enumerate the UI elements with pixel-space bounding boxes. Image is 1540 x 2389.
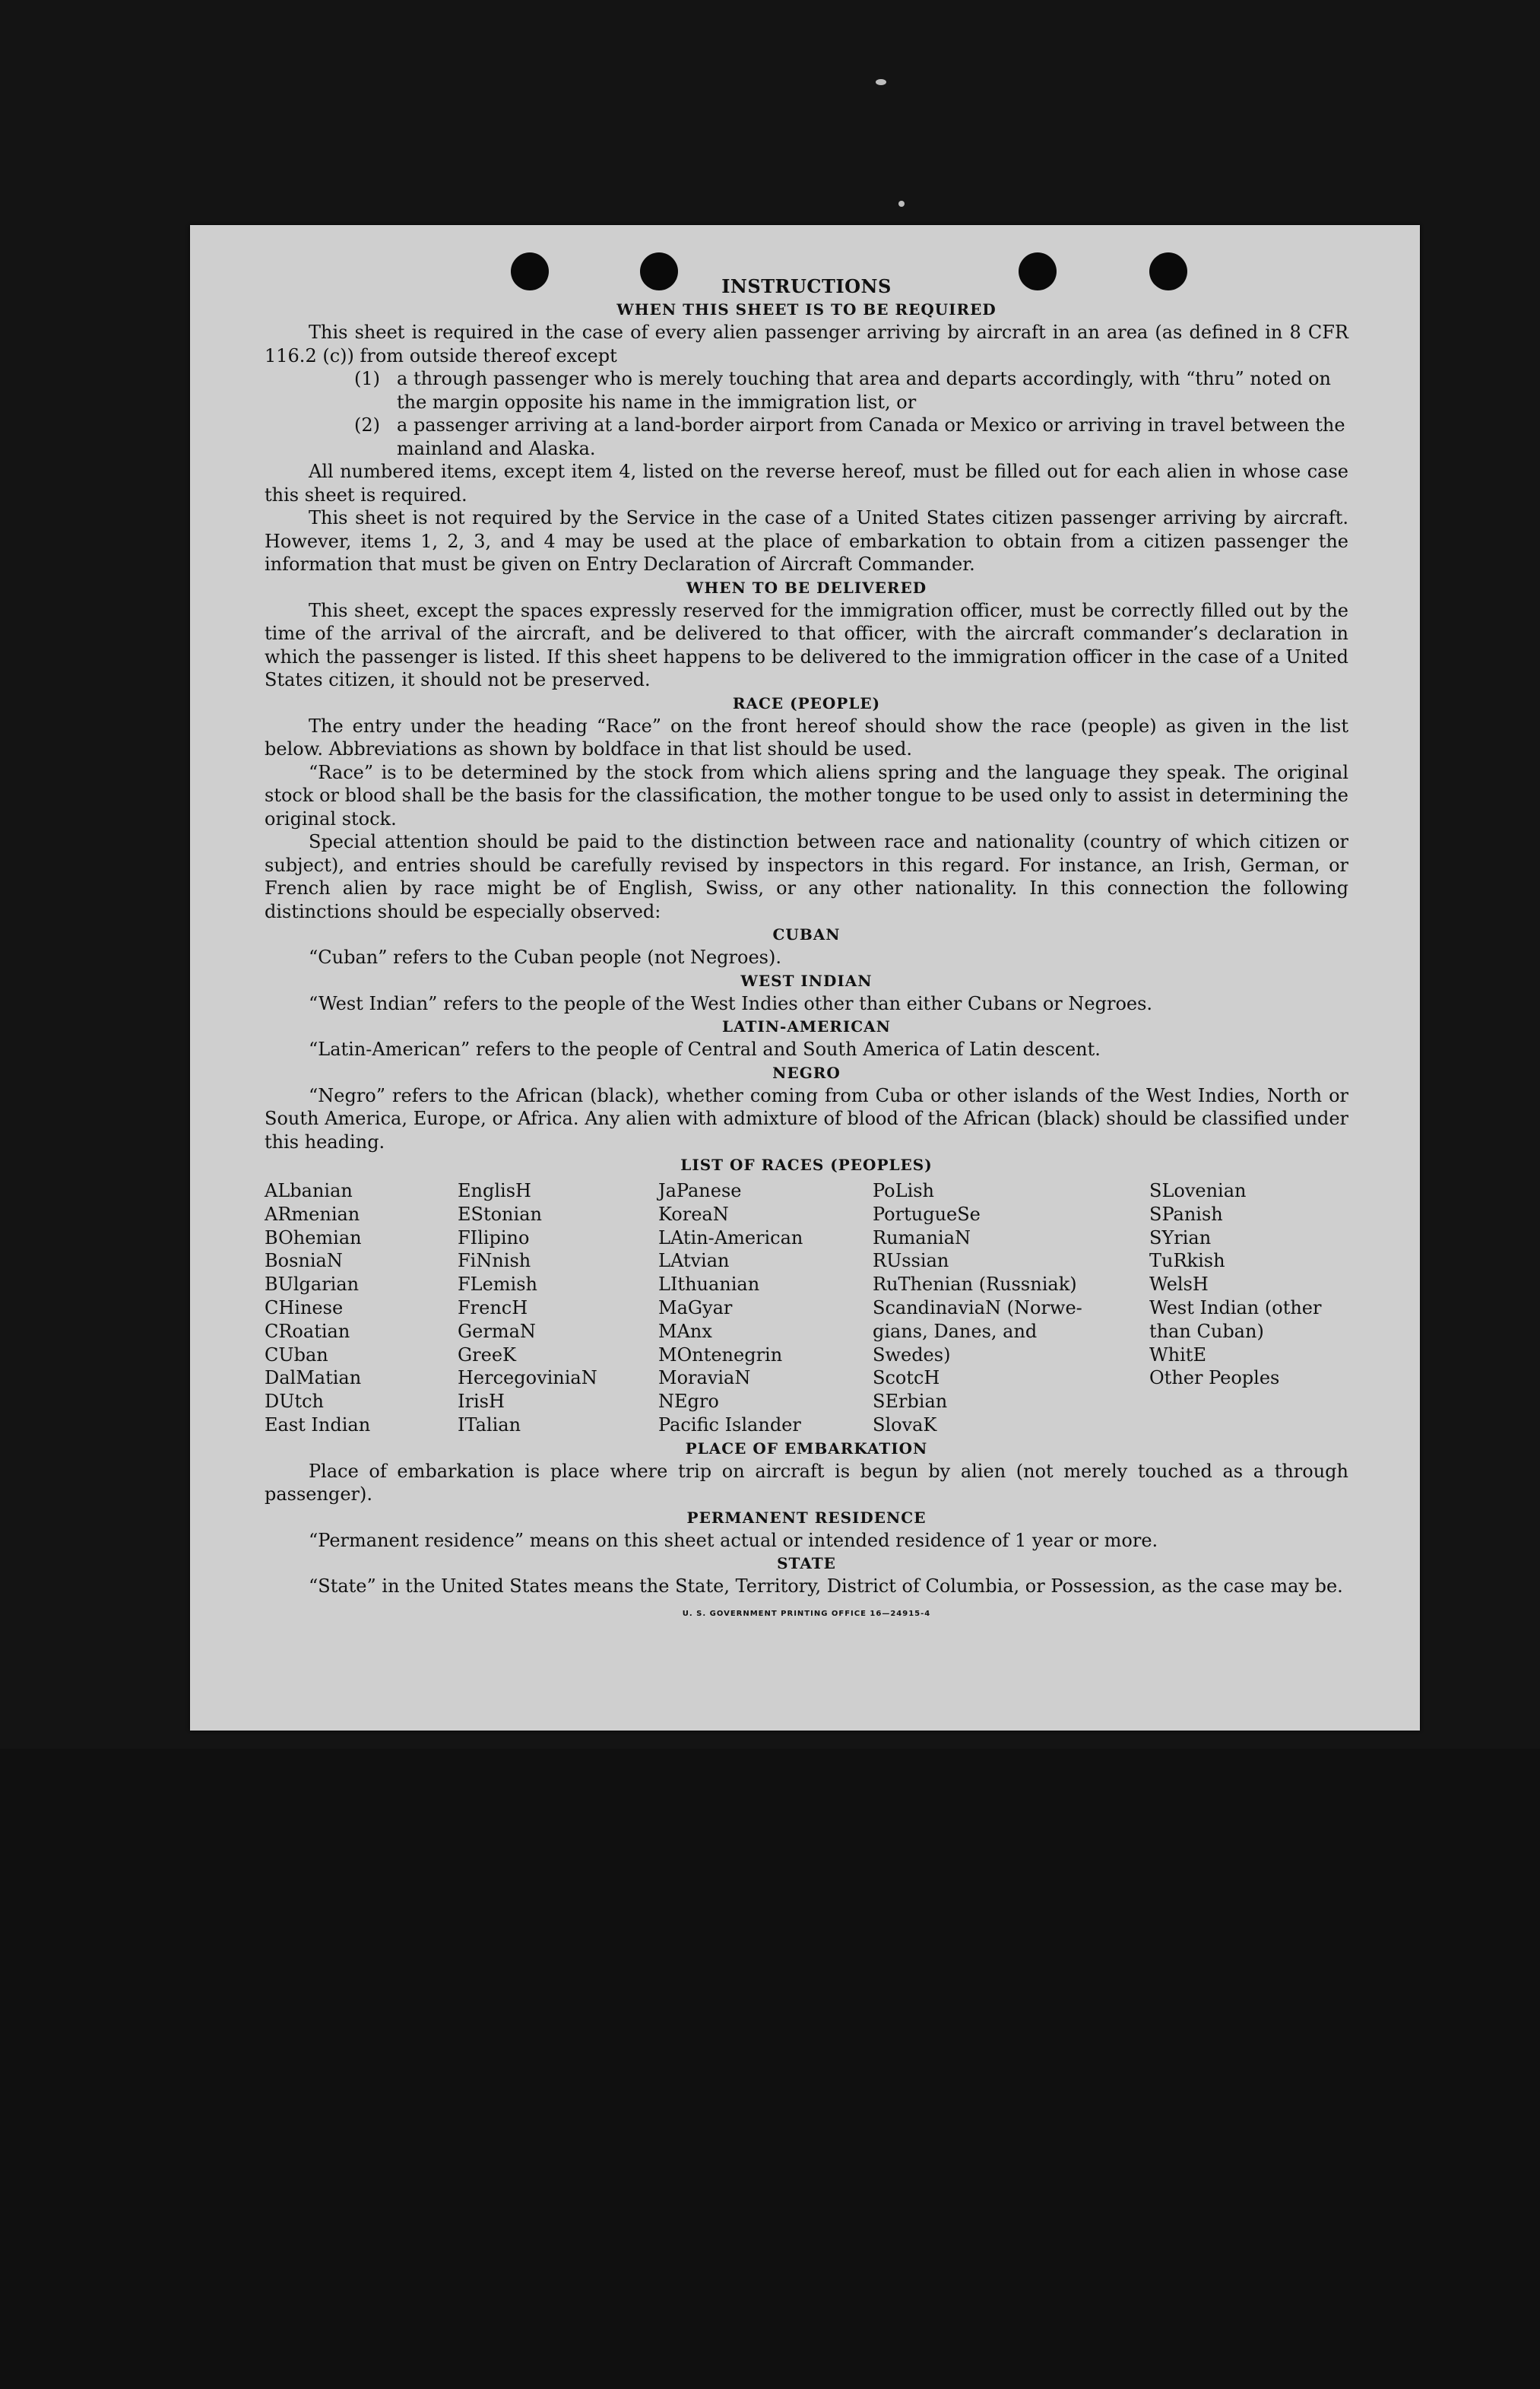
race-entry: SLovenian bbox=[1149, 1180, 1247, 1201]
paragraph: “Permanent residence” means on this sheet actual or intended residence of 1 year or more. bbox=[309, 1529, 1158, 1551]
race-entry: FiNnish bbox=[458, 1250, 531, 1272]
paragraph: “State” in the United States means the State, Territory, District of Columbia, or Possession, as the case may be. bbox=[309, 1575, 1343, 1597]
printer-imprint: U. S. GOVERNMENT PRINTING OFFICE 16—24915-4 bbox=[682, 1609, 931, 1618]
race-entry: SYrian bbox=[1149, 1226, 1212, 1248]
race-entry: LAtin-American bbox=[658, 1226, 803, 1248]
race-entry: East Indian bbox=[265, 1413, 371, 1436]
race-entry: KoreaN bbox=[658, 1203, 729, 1225]
item-text: a passenger arriving at a land-border airport from Canada or Mexico or arriving in travel between the mainland and Alaska. bbox=[397, 414, 1345, 459]
section-heading: PERMANENT RESIDENCE bbox=[686, 1508, 927, 1527]
paragraph: The entry under the heading “Race” on the front hereof should show the race (people) as given in the list below. Abbreviations as shown by boldface in that list should be used. bbox=[265, 715, 1348, 760]
race-entry: RumaniaN bbox=[873, 1226, 971, 1248]
races-list bbox=[265, 1176, 1348, 1437]
race-entry: DUtch bbox=[265, 1391, 325, 1413]
race-entry: RUssian bbox=[873, 1250, 949, 1272]
section-heading: WEST INDIAN bbox=[740, 971, 873, 990]
race-entry: EStonian bbox=[458, 1203, 542, 1225]
section-heading: RACE (PEOPLE) bbox=[732, 693, 881, 712]
section-heading: LIST OF RACES (PEOPLES) bbox=[680, 1156, 933, 1174]
section-heading: WHEN THIS SHEET IS TO BE REQUIRED bbox=[616, 300, 997, 319]
paragraph: This sheet is not required by the Service in the case of a United States citizen passenger arriving by aircraft. However, items 1, 2, 3, and 4 may be used at the place of embarkation to obtain from a citizen passenger the information that must be given on Entry Declaration of Aircraft Commander. bbox=[265, 507, 1348, 575]
item-number: (2) bbox=[354, 414, 380, 436]
race-entry: JaPanese bbox=[658, 1180, 742, 1201]
race-entry: FIlipino bbox=[458, 1226, 530, 1248]
paragraph: Place of embarkation is place where trip on aircraft is begun by alien (not merely touched as a through passenger). bbox=[265, 1460, 1348, 1505]
race-entry: BUlgarian bbox=[265, 1274, 360, 1296]
section-heading: STATE bbox=[777, 1554, 836, 1573]
race-entry: CHinese bbox=[265, 1296, 344, 1318]
scanner-background bbox=[0, 1749, 1540, 2389]
race-entry: CRoatian bbox=[265, 1320, 350, 1342]
paragraph: This sheet is required in the case of every alien passenger arriving by aircraft in an area (as defined in 8 CFR 116.2 (c)) from outside thereof except bbox=[265, 322, 1348, 366]
instructions-title: INSTRUCTIONS bbox=[721, 275, 892, 297]
race-entry: SlovaK bbox=[873, 1413, 937, 1436]
race-entry: gians, Danes, and bbox=[873, 1320, 1038, 1342]
race-entry: ALbanian bbox=[265, 1180, 353, 1201]
race-entry: BOhemian bbox=[265, 1226, 362, 1248]
list-item bbox=[265, 414, 1348, 460]
dust-speck bbox=[898, 201, 905, 207]
races-column bbox=[265, 1179, 458, 1437]
race-entry: ARmenian bbox=[265, 1203, 360, 1225]
item-text: a through passenger who is merely touching that area and departs accordingly, with “thru” noted on the margin opposite his name in the immigration list, or bbox=[397, 368, 1332, 413]
race-entry: PoLish bbox=[873, 1180, 935, 1201]
race-entry: WelsH bbox=[1149, 1274, 1209, 1296]
race-entry: CUban bbox=[265, 1344, 328, 1366]
races-column bbox=[1149, 1179, 1348, 1437]
race-entry: ITalian bbox=[458, 1413, 521, 1436]
section-heading: LATIN-AMERICAN bbox=[722, 1017, 891, 1036]
races-column bbox=[658, 1179, 873, 1437]
races-column bbox=[458, 1179, 658, 1437]
document-page bbox=[190, 225, 1420, 1731]
race-entry: EnglisH bbox=[458, 1180, 531, 1201]
race-entry: MaGyar bbox=[658, 1296, 733, 1318]
item-number: (1) bbox=[354, 368, 380, 389]
race-entry: DalMatian bbox=[265, 1367, 362, 1389]
race-entry: ScandinaviaN (Norwe- bbox=[873, 1296, 1082, 1318]
race-entry: GreeK bbox=[458, 1344, 516, 1366]
race-entry: Other Peoples bbox=[1149, 1367, 1280, 1389]
paragraph: “Latin-American” refers to the people of Central and South America of Latin descent. bbox=[309, 1039, 1101, 1060]
race-entry: FrencH bbox=[458, 1296, 528, 1318]
race-entry: IrisH bbox=[458, 1391, 505, 1413]
paragraph: Special attention should be paid to the distinction between race and nationality (country of which citizen or subject), and entries should be carefully revised by inspectors in this regard. For instance, an Irish, German, or French alien by race might be of English, Swiss, or any other nationality. In this connection the following distinctions should be especially observed: bbox=[265, 831, 1348, 922]
race-entry: TuRkish bbox=[1149, 1250, 1225, 1272]
section-heading: WHEN TO BE DELIVERED bbox=[686, 578, 927, 597]
race-entry: SErbian bbox=[873, 1391, 948, 1413]
race-entry: Pacific Islander bbox=[658, 1413, 801, 1436]
race-entry: LAtvian bbox=[658, 1250, 730, 1272]
race-entry: NEgro bbox=[658, 1391, 719, 1413]
instructions-content bbox=[265, 275, 1348, 1626]
race-entry: FLemish bbox=[458, 1274, 537, 1296]
paragraph: “Cuban” refers to the Cuban people (not Negroes). bbox=[309, 947, 781, 968]
race-entry: PortugueSe bbox=[873, 1203, 981, 1225]
race-entry: MoraviaN bbox=[658, 1367, 751, 1389]
section-heading: CUBAN bbox=[772, 925, 841, 944]
race-entry: WhitE bbox=[1149, 1344, 1206, 1366]
race-entry: GermaN bbox=[458, 1320, 536, 1342]
paragraph: All numbered items, except item 4, listed on the reverse hereof, must be filled out for each alien in whose case this sheet is required. bbox=[265, 461, 1348, 506]
race-entry: Swedes) bbox=[873, 1344, 951, 1366]
paragraph: “Race” is to be determined by the stock from which aliens spring and the language they speak. The original stock or blood shall be the basis for the classification, the mother tongue to be used only to assist in determining the original stock. bbox=[265, 761, 1348, 830]
section-heading: NEGRO bbox=[772, 1063, 841, 1082]
section-heading: PLACE OF EMBARKATION bbox=[685, 1439, 928, 1458]
race-entry: West Indian (other bbox=[1149, 1296, 1322, 1318]
paragraph: “Negro” refers to the African (black), whether coming from Cuba or other islands of the West Indies, North or South America, Europe, or Africa. Any alien with admixture of blood of the African (black) should be classified under this heading. bbox=[265, 1084, 1348, 1153]
paragraph: “West Indian” refers to the people of the West Indies other than either Cubans or Negroes. bbox=[309, 992, 1153, 1014]
race-entry: RuThenian (Russniak) bbox=[873, 1274, 1077, 1296]
list-item bbox=[265, 367, 1348, 414]
races-column bbox=[873, 1179, 1149, 1437]
race-entry: LIthuanian bbox=[658, 1274, 760, 1296]
dust-speck bbox=[876, 79, 886, 85]
race-entry: MOntenegrin bbox=[658, 1344, 783, 1366]
race-entry: ScotcH bbox=[873, 1367, 940, 1389]
paragraph: This sheet, except the spaces expressly reserved for the immigration officer, must be correctly filled out by the time of the arrival of the aircraft, and be delivered to that officer, with the aircraft commander’s declaration in which the passenger is listed. If this sheet happens to be delivered to the immigration officer in the case of a United States citizen, it should not be preserved. bbox=[265, 599, 1348, 690]
race-entry: than Cuban) bbox=[1149, 1320, 1264, 1342]
race-entry: HercegoviniaN bbox=[458, 1367, 597, 1389]
race-entry: MAnx bbox=[658, 1320, 712, 1342]
race-entry: SPanish bbox=[1149, 1203, 1223, 1225]
race-entry: BosniaN bbox=[265, 1250, 343, 1272]
